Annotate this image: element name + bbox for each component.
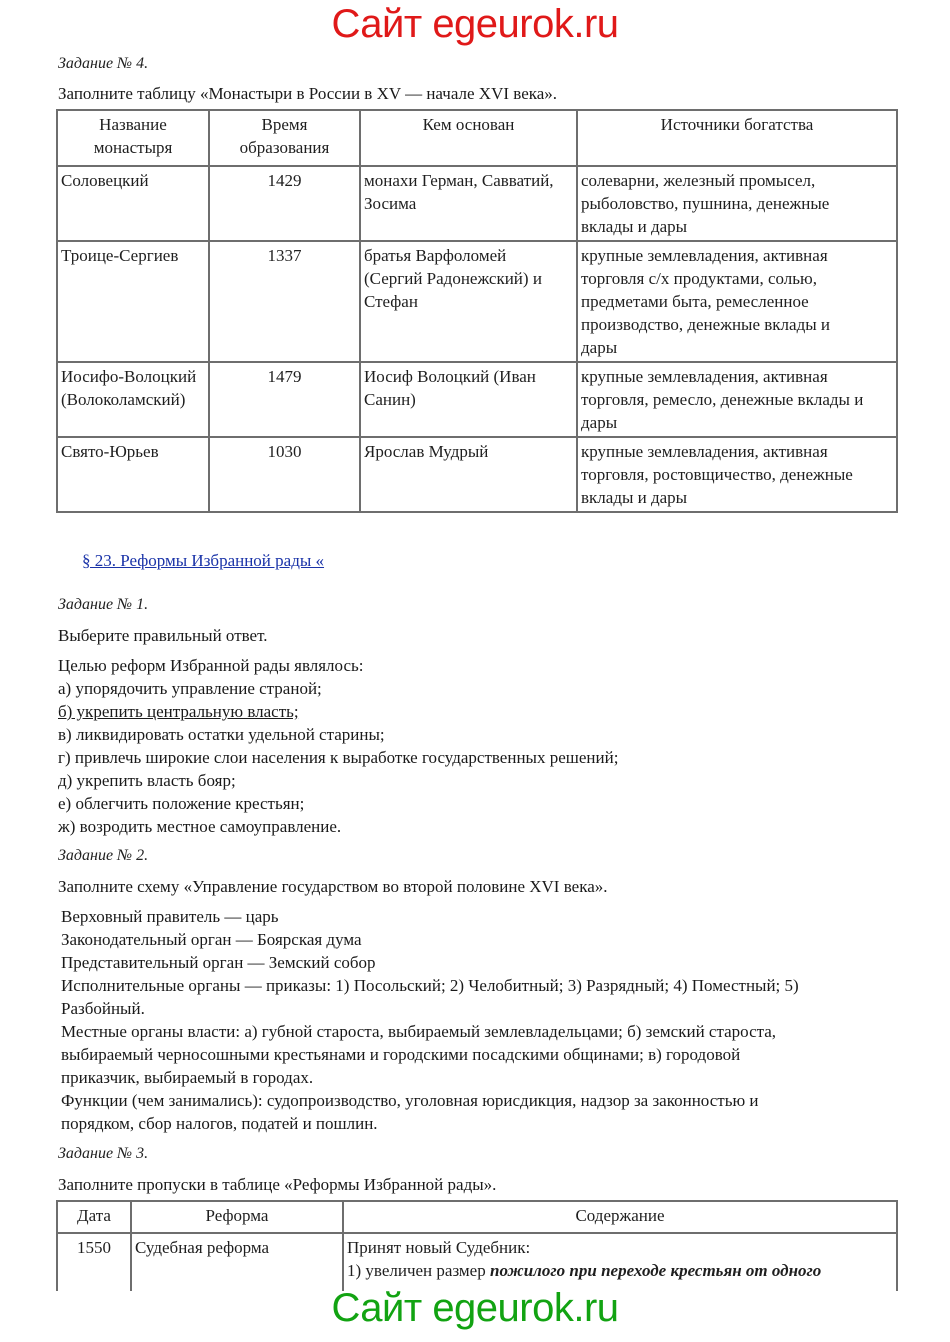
reform-content-line: Принят новый Судебник:	[347, 1238, 531, 1257]
header-founder: Кем основан	[360, 110, 577, 166]
answer-option: а) упорядочить управление страной;	[58, 679, 322, 698]
answer-option-selected: б) укрепить центральную власть;	[58, 702, 299, 721]
answer-option: ж) возродить местное самоуправление.	[58, 817, 342, 836]
scheme-line: Верховный правитель — царь	[61, 907, 279, 926]
table-row	[57, 362, 897, 437]
section-link[interactable]: § 23. Реформы Избранной рады «	[82, 551, 325, 570]
header-sources: Источники богатства	[577, 110, 897, 166]
monastery-name: Соловецкий	[57, 166, 209, 241]
header-time: Время образования	[209, 110, 360, 166]
header-content: Содержание	[343, 1201, 897, 1233]
monasteries-table	[56, 109, 898, 513]
table-row	[57, 241, 897, 362]
header-name: Название монастыря	[57, 110, 209, 166]
monastery-year: 1030	[209, 437, 360, 512]
scheme-lines	[61, 905, 799, 1135]
task2-title: Задание № 2.	[58, 847, 149, 864]
monastery-founder: братья Варфоломей (Сергий Радонежский) и Стефан	[360, 241, 577, 362]
answer-option: д) укрепить власть бояр;	[58, 771, 236, 790]
header-date: Дата	[57, 1201, 131, 1233]
answer-option: г) привлечь широкие слои населения к выработке государственных решений;	[58, 748, 619, 767]
monastery-name: Троице-Сергиев	[57, 241, 209, 362]
task3-title: Задание № 3.	[58, 1145, 149, 1162]
site-banner-bottom: Сайт egeurok.ru	[331, 1286, 619, 1330]
table-row	[57, 1233, 897, 1291]
reform-content-line: 1) увеличен размер пожилого при переходе крестьян от одного	[347, 1261, 822, 1280]
task2-instruction: Заполните схему «Управление государством во второй половине XVI века».	[58, 877, 608, 896]
monastery-year: 1337	[209, 241, 360, 362]
scheme-line: приказчик, выбираемый в городах.	[61, 1068, 314, 1087]
monastery-sources: крупные землевладения, активная торговля с/х продуктами, солью, предметами быта, ремесленное производство, денежные вклады и дары	[577, 241, 897, 362]
header-reform: Реформа	[131, 1201, 343, 1233]
answer-option: е) облегчить положение крестьян;	[58, 794, 305, 813]
monastery-year: 1479	[209, 362, 360, 437]
task1-title: Задание № 1.	[58, 596, 149, 613]
reform-name: Судебная реформа	[131, 1233, 343, 1291]
table-row	[57, 437, 897, 512]
monastery-founder: монахи Герман, Савватий, Зосима	[360, 166, 577, 241]
task3-instruction: Заполните пропуски в таблице «Реформы Избранной рады».	[58, 1175, 497, 1194]
task4-instruction: Заполните таблицу «Монастыри в России в XV — начале XVI века».	[58, 84, 558, 103]
monastery-name: Свято-Юрьев	[57, 437, 209, 512]
reform-content	[343, 1233, 897, 1291]
table-row	[57, 166, 897, 241]
answer-option: в) ликвидировать остатки удельной старины;	[58, 725, 385, 744]
monastery-sources: солеварни, железный промысел, рыболовство, пушнина, денежные вклады и дары	[577, 166, 897, 241]
scheme-line: Функции (чем занимались): судопроизводство, уголовная юрисдикция, надзор за законностью и	[61, 1091, 759, 1110]
reform-date: 1550	[57, 1233, 131, 1291]
scheme-line: Разбойный.	[61, 999, 145, 1018]
monastery-founder: Иосиф Волоцкий (Иван Санин)	[360, 362, 577, 437]
scheme-line: выбираемый черносошными крестьянами и городскими посадскими общинами; в) городовой	[61, 1045, 741, 1064]
table-header-row	[57, 1201, 897, 1233]
scheme-line: Представительный орган — Земский собор	[61, 953, 376, 972]
reforms-table	[56, 1200, 898, 1291]
task4-title: Задание № 4.	[58, 55, 149, 72]
monastery-founder: Ярослав Мудрый	[360, 437, 577, 512]
monastery-sources: крупные землевладения, активная торговля, ростовщичество, денежные вклады и дары	[577, 437, 897, 512]
scheme-line: Исполнительные органы — приказы: 1) Посольский; 2) Челобитный; 3) Разрядный; 4) Поместный; 5)	[61, 976, 799, 995]
scheme-line: Законодательный орган — Боярская дума	[61, 930, 362, 949]
monastery-sources: крупные землевладения, активная торговля, ремесло, денежные вклады и дары	[577, 362, 897, 437]
site-banner-top: Сайт egeurok.ru	[331, 2, 619, 46]
monastery-year: 1429	[209, 166, 360, 241]
scheme-line: Местные органы власти: а) губной староста, выбираемый землевладельцами; б) земский староста,	[61, 1022, 777, 1041]
answer-options	[58, 677, 618, 838]
task1-instruction: Выберите правильный ответ.	[58, 626, 268, 645]
monastery-name: Иосифо-Волоцкий (Волоколамский)	[57, 362, 209, 437]
table-header-row	[57, 110, 897, 166]
task1-question: Целью реформ Избранной рады являлось:	[58, 656, 364, 675]
scheme-line: порядком, сбор налогов, податей и пошлин.	[61, 1114, 378, 1133]
